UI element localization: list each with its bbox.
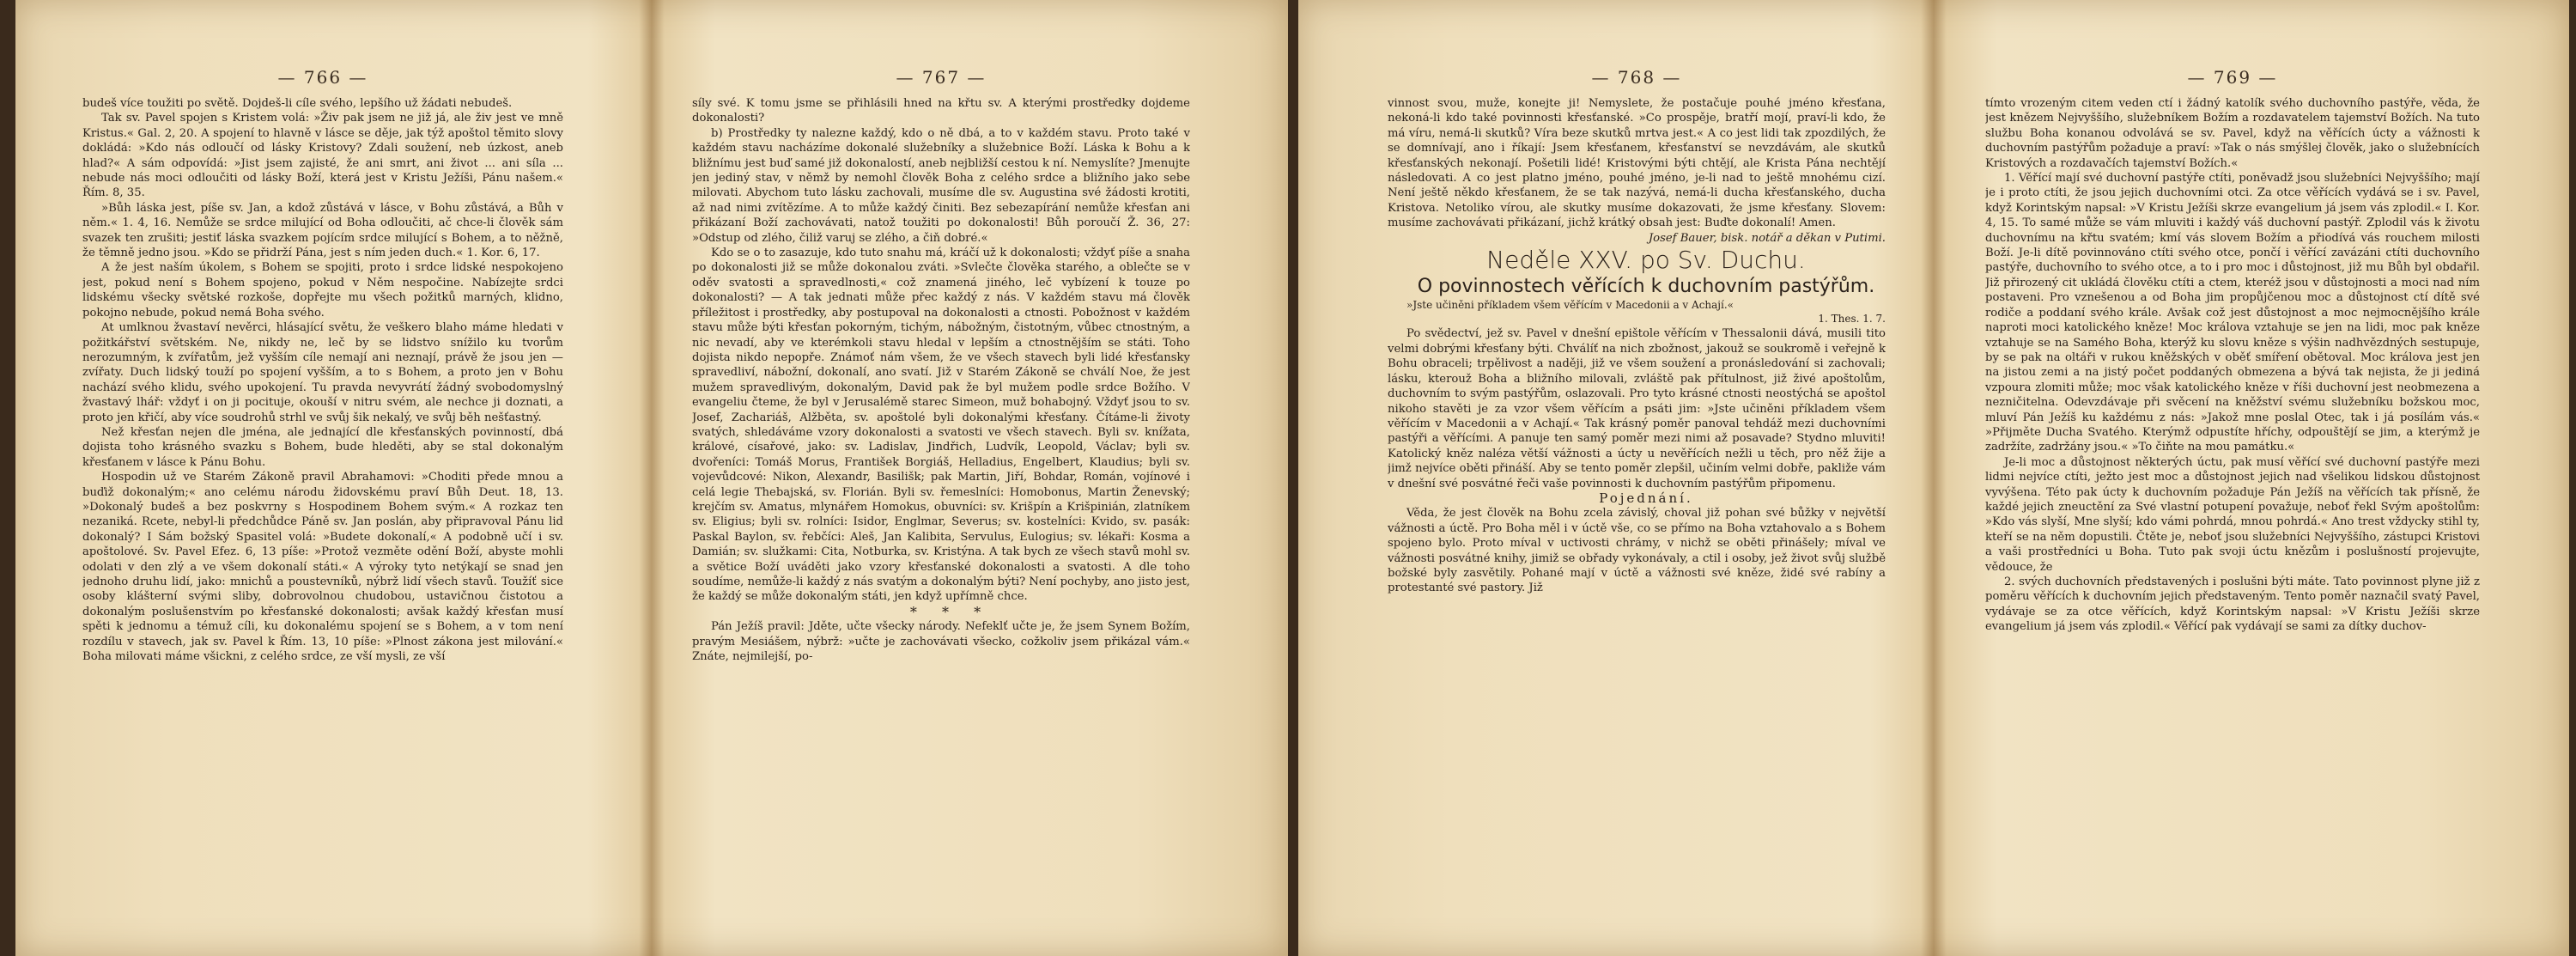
scripture-motto: »Jste učiněni příkladem všem věřícím v Macedonii a v Achají.« <box>1406 299 1735 312</box>
paragraph: budeš více toužiti po světě. Dojdeš-li cíle svého, lepšího už žádati nebudeš. <box>82 97 513 110</box>
paragraph: Než křesťan nejen dle jména, ale jednající dle křesťanských povinností, dbá dojista toho krásného svazku s Bohem, bude hleděti, aby se stal dokonalým křesťanem v lásce k Pánu Bohu. <box>82 425 563 469</box>
page-number: — 768 — <box>1591 67 1682 88</box>
paragraph: Věda, že jest člověk na Bohu zcela závislý, choval již pohan své bůžky v největší vážnosti a úctě. Pro Boha měl i v úctě vše, co se přímo na Boha vztahovalo a s Bohem spojeno bylo. Proto míval v uctivosti chrámy, v nichž se oběti přinášely; míval ve vážnosti posvátné knihy, jimiž se obřady vykonávaly, a ctil i osoby, jež život svůj službě božské byly zasvětily. Pohané mají v úctě a vážnosti své kněze, židé své rabíny a protestanté své pastory. Již <box>1388 507 1886 595</box>
page-text <box>1388 96 1886 939</box>
author-signature: Josef Bauer, bisk. notář a děkan v Putimi. <box>1648 231 1886 245</box>
paragraph: b) Prostředky ty nalezne každý, kdo o ně dbá, a to v každém stavu. Proto také v každém stavu nacházíme dokonalé služebníky a služebnice Boží. Láska k Bohu a k bližnímu jest buď samé již dokonalostí, aneb nejbližší cestou k ní. Nemyslíte? Jmenujte jen jediný stav, v němž by nemohl člověk Boha z celého srdce a bližního jako sebe milovati. Abychom tuto lásku zachovali, musíme dle sv. Augustina své žádosti krotiti, až nad nimi zvítězíme. A to může každý činiti. Bez sebezapírání nemůže křesťan ani přikázaní Boží zachovávati, natož toužiti po dokonalosti! Bůh poroučí Ž. 36, 27: »Odstup od zlého, čiliž varuj se zlého, a čiň dobré.« <box>692 126 1190 245</box>
paragraph: 2. svých duchovních představených i poslušni býti máte. Tato povinnost plyne již z poměru věřících k duchovním jejich představeným. Tento poměr naznačil svatý Pavel, vydávaje se za otce věřících, když Korintským napsal: »V Kristu Ježíši skrze evangelium já jsem vás zplodil.« Věřící pak vydávají se sami za dítky duchov- <box>1985 575 2480 634</box>
sermon-title: Neděle XXV. po Sv. Duchu. <box>1486 246 1806 275</box>
paragraph: tímto vrozeným citem veden ctí i žádný katolík svého duchovního pastýře, věda, že jest knězem Nejvyššího, služebníkem Božím a rozdavatelem tajemství Božích. Na tuto službu Boha konanou odvolává se sv. Pavel, když na věřících úcty a vážnosti k duchovním pastýřům požaduje a praví: »Tak o nás smýšlej člověk, jako o služebnících Kristových a rozdavačích tajemství Božích.« <box>1985 97 2480 170</box>
page-text <box>692 96 1190 939</box>
page-text <box>82 96 563 939</box>
paragraph: »Bůh láska jest, píše sv. Jan, a kdož zůstává v lásce, v Bohu zůstává, a Bůh v něm.« 1. 4, 16. Nemůže se srdce milující od Boha odloučiti, ač chce-li člověk sám svazek ten zrušiti; jestiť láska svazkem pojícím srdce milující s Bohem, a to něžně, že těmně jedno jsou. »Kdo se přidrží Pána, jest s ním jeden duch.« 1. Kor. 6, 17. <box>82 201 563 260</box>
sermon-subtitle: O povinnostech věřících k duchovním pastýřům. <box>1417 276 1875 298</box>
page-text <box>1985 96 2480 939</box>
paragraph: síly své. K tomu jsme se přihlásili hned na křtu sv. A kterými prostředky dojdeme dokonalosti? <box>692 97 1190 125</box>
page-number: — 766 — <box>277 67 368 88</box>
page-number: — 769 — <box>2187 67 2278 88</box>
paragraph: Pán Ježíš pravil: Jděte, učte všecky národy. Nefeklť učte je, že jsem Synem Božím, pravým Mesiášem, nýbrž: »učte je zachovávati všecko, cožkoliv jsem přikázal vám.« Znáte, nejmilejší, po- <box>692 620 1190 664</box>
paragraph: A že jest naším úkolem, s Bohem se spojiti, proto i srdce lidské nespokojeno jest, pokud není s Bohem spojeno, pokud v Něm nespočine. Nabízejte srdci lidskému všecky světské rozkoše, dopřejte mu všech požitků marných, klidno, pokojno nebude, pokud nemá Boha svého. <box>82 261 563 320</box>
paragraph: Je-li moc a důstojnost některých úctu, pak musí věřící své duchovní pastýře mezi lidmi nejvíce ctíti, ježto jest moc a důstojnost jejich nad všelikou lidskou důstojnost vyvýšena. Této pak úcty k duchovním požaduje Pán Ježíš na věřících tak přísně, že každé jejich zneuctění za Své vlastní potupení považuje, neboť řekl Svým apoštolům: »Kdo vás slyší, Mne slyší; kdo vámi pohrdá, mnou pohrdá.« Ano trest vždycky stihl ty, kteří se na něm dopustili. Čtěte je, neboť jsou služebníci Nejvyššího, zástupci Kristovi a vaši prostředníci u Boha. Tuto pak svoji úctu knězům i poslušností projevujte, vědouce, že <box>1985 455 2480 574</box>
book-page <box>1985 0 2480 956</box>
section-divider: * * * <box>909 603 992 620</box>
paragraph: Kdo se o to zasazuje, kdo tuto snahu má, kráčí už k dokonalosti; vždyť píše a snaha po dokonalosti již se může dokonalou zváti. »Svlečte člověka starého, a oblečte se v oděv svatosti a spravedlnosti,« což znamená jiného, leč vybízení k touze po dokonalosti? — A tak jednati může přec každý z nás. V každém stavu má člověk příležitost i prostředky, aby postupoval na dokonalosti a ctnosti. Pobožnost v každém stavu může býti křesťan pokorným, tichým, nábožným, čistotným, vůbec ctnostným, a nic nevadí, aby ve kterémkoli stavu hledal v lepším a ctnostnějším se státi. Toho dojista nikdo nepopře. Známoť nám všem, že ve všech stavech byli lidé křesťansky spravedliví, nábožní, dokonalí, ano svatí. Již v Starém Zákoně se chválí Noe, že jest mužem spravedlivým, dokonalým, David pak že byl mužem podle srdce Božího. V evangeliu čteme, že byl v Jerusalémě starec Simeon, muž bohabojný. Vždyť jsou to sv. Josef, Zachariáš, Alžběta, sv. apoštolé byli dokonalými křesťany. Čítáme-li životy svatých, shledáváme vzory dokonalosti a svatosti ve všech stavech. Byli sv. knížata, králové, císařové, jako: sv. Ladislav, Jindřich, Ludvík, Leopold, Václav; byli sv. dvořeníci: Tomáš Morus, František Borgiáš, Helladius, Engelbert, Klaudius; byli sv. vojevůdcové: Nikon, Alexandr, Basilišk; pak Martin, Jiří, Bohdar, Román, vojínové i celá legie Thebajská, sv. Florián. Byli sv. řemeslníci: Homobonus, Martin Ženevský; krejčím sv. Amatus, mlynářem Homokus, obuvníci: sv. Krišpín a Krišpinián, zlatníkem sv. Eligius; byli sv. rolníci: Isidor, Englmar, Severus; sv. kostelníci: Kvido, sv. pasák: Paskal Baylon, sv. řebčíci: Aleš, Jan Kalibita, Servulus, Eulogius; sv. lékaři: Kosma a Damián; sv. služkami: Cita, Notburka, sv. Kristýna. A tak bych ze všech stavů mohl sv. a světice Boží uváděti jako vzory křesťanské dokonalosti a svatosti. A dle toho soudíme, nemůže-li každý z nás svatým a dokonalým býti? Není pochyby, ano jisto jest, že každý se může dokonalým státi, jen když upřímně chce. <box>692 247 1190 604</box>
paragraph: Tak sv. Pavel spojen s Kristem volá: »Živ pak jsem ne již já, ale živ jest ve mně Kristus.« Gal. 2, 20. A spojení to hlavně v lásce se děje, jak týž apoštol těmito slovy dokládá: »Kdo nás odloučí od lásky Kristovy? Zdali soužení, neb úzkost, aneb hlad?« A sám odpovídá: »Jist jsem zajisté, že ani smrt, ani život ... ani síla ... nebude nás moci odloučiti od lásky Boží, která jest v Kristu Ježíši, Pánu našem.« Řím. 8, 35. <box>82 112 563 200</box>
paragraph: vinnost svou, muže, konejte ji! Nemyslete, že postačuje pouhé jméno křesťana, nekoná-li kdo také povinnosti křesťanské. »Co prospěje, bratří mojí, praví-li kdo, že má víru, nemá-li skutků? Víra beze skutků mrtva jest.« A co jest lidi tak zpozdilých, že se domnívají, ano i říkají: Jsem křesťanem, křesťanství se nevzdávám, ale skutků křesťanských nekonají. Pošetili lidé! Kristovými býti chtějí, ale Krista Pána nechtějí následovati. A co jest platno jméno, pouhé jméno, je-li nad to ještě mnohému cizí. Není ještě někdo křesťanem, že se tak nazývá, nemá-li ducha křesťanského, ducha Kristova. Netoliko vírou, ale skutky musíme dokazovati, že jsme křesťany. Slovem: musíme zachovávati přikázaní, jichž krátký obsah jest: Buďte dokonalí! Amen. <box>1388 97 1886 230</box>
book-page <box>692 0 1190 956</box>
scripture-reference: 1. Thes. 1. 7. <box>1818 313 1886 326</box>
page-number: — 767 — <box>896 67 987 88</box>
paragraph: Po svědectví, jež sv. Pavel v dnešní epištole věřícím v Thessalonii dává, musili tito velmi dobrými křesťany býti. Chválíť na nich zbožnost, jakouž se soukromě i veřejně k Bohu obraceli; trpělivost a naději, již ve všem soužení a pronásledování si zachovali; lásku, kterouž Boha a bližního milovali, zvláště pak přítulnost, již živé apoštolům, duchovním to svým pastýřům, oslazovali. Pro tyto krásné ctnosti neostýchá se apoštol nikoho stavěti je za vzor všem věřícím a psáti jim: »Jste učiněni příkladem všem věřícím v Macedonii a v Achají.« Tak krásný poměr panoval tehdáž mezi duchovními pastýři a věřícími. A panuje ten samý poměr mezi nimi až posavade? Stydno mluviti! Katolický kněz naléza větší vážnosti a úcty u nevěřících nežli u těch, pro něž žije a jimž nejvíce oběti přináší. Aby se tento poměr zlepšil, učiním velmi dobře, pakliže vám v dnešní své posvátné řeči vaše povinnosti k duchovním pastýřům připomenu. <box>1388 327 1886 490</box>
book-page <box>1388 0 1886 956</box>
book-page <box>82 0 563 956</box>
paragraph: Hospodin už ve Starém Zákoně pravil Abrahamovi: »Choditi přede mnou a buďiž dokonalým;« ano celému národu židovskému praví Bůh Deut. 18, 13. »Dokonalý budeš a bez poskvrny s Hospodinem Bohem svým.« A rozkaz ten nezaniká. Rcete, nebyl-li předchůdce Páně sv. Jan poslán, aby připravoval Pánu lid dokonalý? I Sám božský Spasitel volá: »Budete dokonalí,« A podobně učí i sv. apoštolové. Sv. Pavel Efez. 6, 13 píše: »Protož vezměte odění Boží, abyste mohli odolati v den zlý a ve všem dokonalí státi.« A výroky tyto netýkají se snad jen jednoho druhu lidí, jako: mnichů a poustevníků, nýbrž lidí všech stavů. Toužíť sice osoby klášterní svými sliby, dobrovolnou chudobou, ustavičnou čistotou a dokonalým poslušenstvím po křesťanské dokonalosti; avšak každý křesťan musí spěti k jednomu a témuž cíli, ku dokonalému spojení se s Bohem, a v tom není rozdílu v stavech, jak sv. Pavel k Řím. 13, 10 píše: »Plnost zákona jest milování.« Boha milovati máme všickni, z celého srdce, ze vší mysli, ze vší <box>82 471 563 664</box>
paragraph: 1. Věřící mají své duchovní pastýře ctíti, poněvadž jsou služebníci Nejvyššího; mají je i proto ctíti, že jsou jejich duchovními otci. Za otce věřících vydává se i sv. Pavel, když Korintským napsal: »V Kristu Ježíši skrze evangelium já jsem vás zplodil.« I. Kor. 4, 15. To samé může se vám mluviti i každý váš duchovní pastýř. Zplodil vás k životu duchovnímu na křtu svatém; kmí vás slovem Božím a přiodívá vás rouchem milosti Boží. Je-li dítě povinnováno ctíti svého otce, pončí i věřící zavázáni ctíti duchovního pastýře, duchovního to svého otce, a to i pro moc i důstojnost, již mu Bůh byl obdařil. Již přirozený cit ukládá člověku ctíti a ctem, kteréž jsou v důstojnosti a moci nad ním postaveni. Pro vznešenou a od Boha jim propůjčenou moc a důstojnost ctí dítě své rodiče a poddaní svého krále. Avšak což jest důstojnost a moc nejmocnějšího krále naproti moci katolického kněze! Moc králova vztahuje se jen na lidi, moc pak kněze vztahuje se na Samého Boha, kterýž ku slovu kněze s výšin nadhvězdných sestupuje, by se pak na oltáři v rukou kněžských v oběť smíření obětoval. Moc králova jest jen na jistou zemi a na jistý počet poddaných obmezena a bývá tak nejista, že ji jediná vzpoura zlomiti může; moc však katolického kněze v říši duchovní jest neobmezena a nezničitelna. Odevzdávaje při svěcení na kněžství svému služebníku božskou moc, mluví Pán Ježíš ku každému z nás: »Jakož mne poslal Otec, tak i já posílám vás.« »Přijměte Ducha Svatého. Kterýmž odpustíte hříchy, odpouštějí se jim, a kterýmž je zadržíte, zadržány jsou.« »To čiňte na mou památku.« <box>1985 172 2480 454</box>
section-title: Pojednání. <box>1599 490 1693 506</box>
paragraph: At umlknou žvastaví nevěrci, hlásající světu, že veškero blaho máme hledati v požitkářství světském. Ne, nikdy ne, leč by se lidstvo snížilo ku tvorům nerozumným, k zvířatům, jež vyšším cíle nemají ani neznají, právě že jsou jen — zvířaty. Duch lidský touží po spojení vyšším, a to s Bohem, a proto jen v Bohu nachází svého klidu, svého upokojení. Tu pravda nevyvrátí žádný svobodomyslný žvastavý lhář: vždyť i on ji pocituje, okouší v nitru svém, ale nechce ji doznati, a proto jen křičí, aby více soudrohů strhl ve svůj šik nekalý, ve svůj běh nešťastný. <box>82 321 563 424</box>
